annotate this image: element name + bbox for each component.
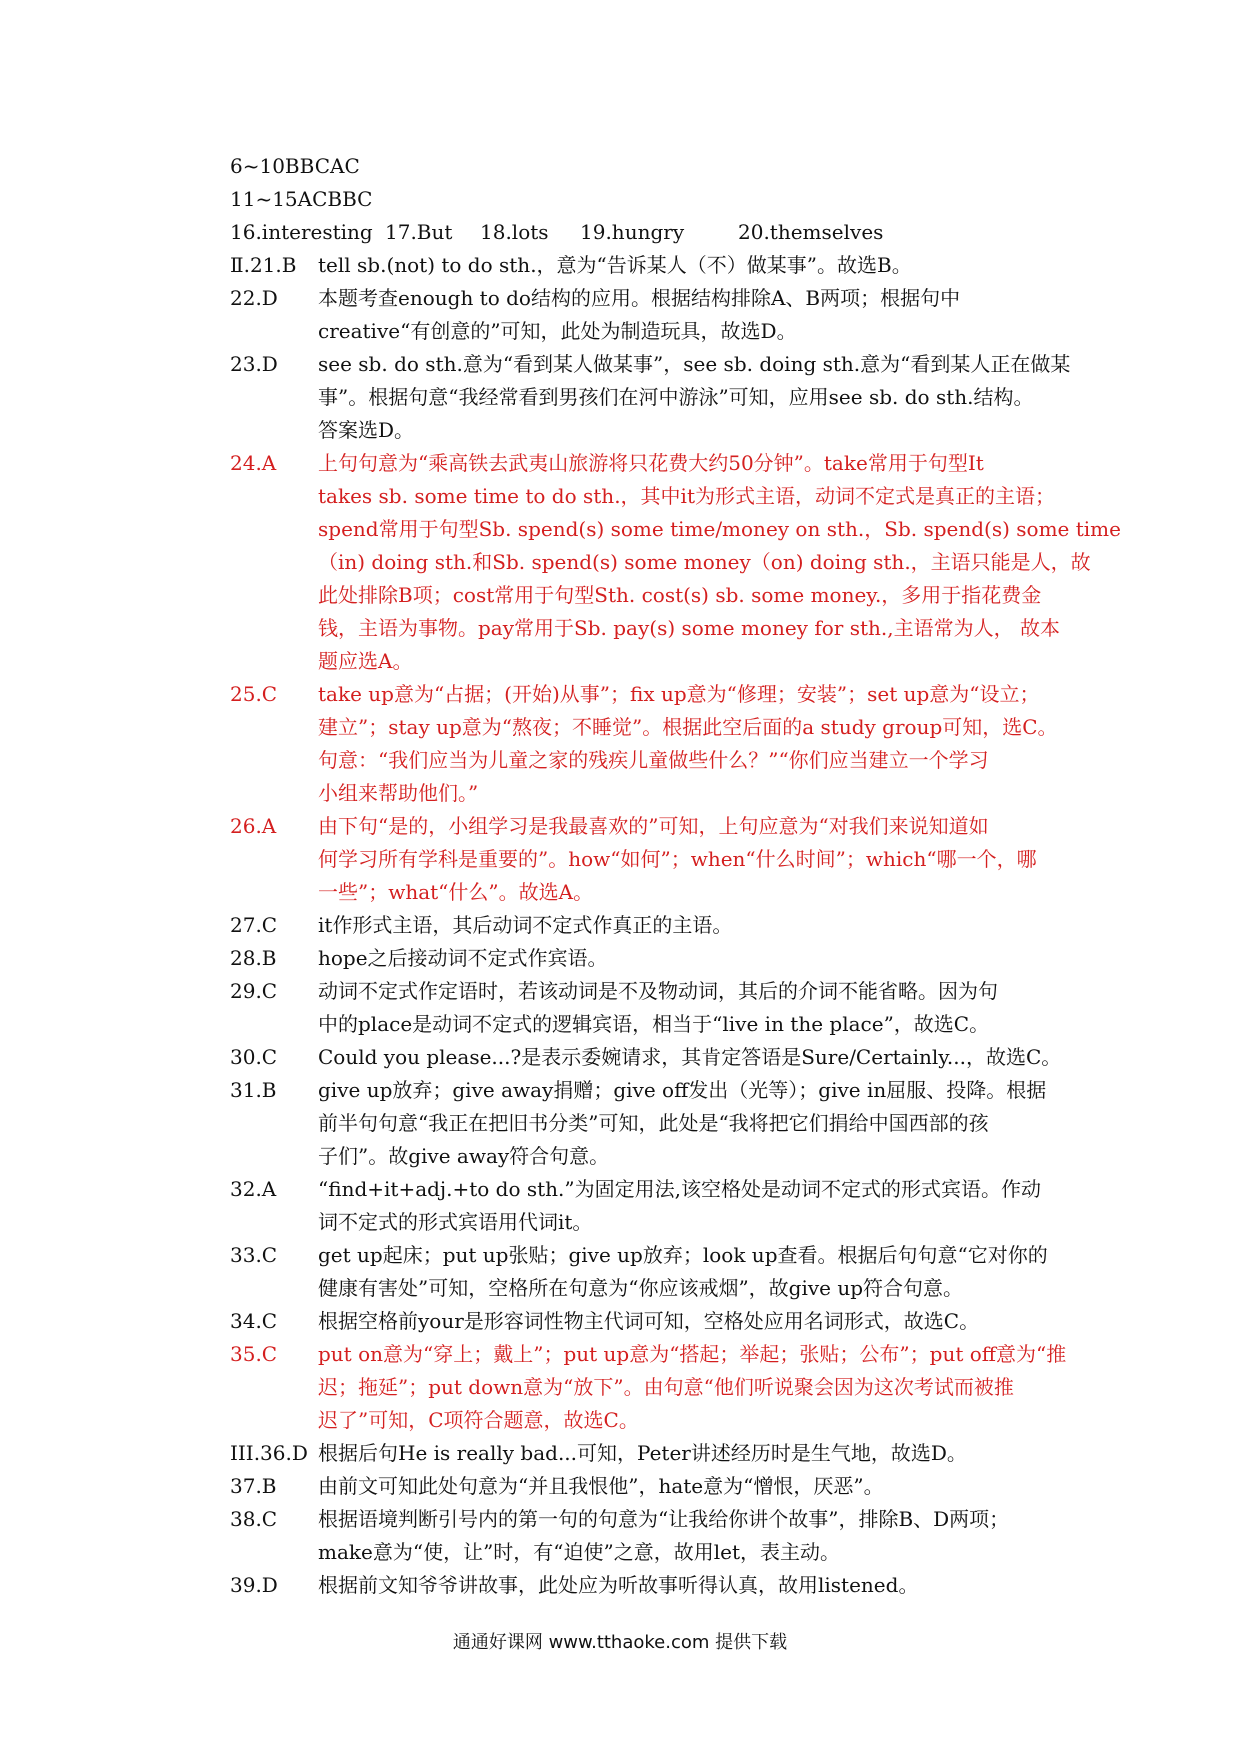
blank-answer-17: 17.But xyxy=(385,220,453,244)
item-explanation xyxy=(318,909,1060,942)
explanation-line: give up放弃；give away捐赠；give off发出（光等）；give in屈服、投降。根据 xyxy=(318,1078,1047,1102)
explanation-item xyxy=(230,1437,1060,1470)
answer-key xyxy=(230,150,1121,1602)
item-explanation xyxy=(318,447,1121,678)
blank-answer-18: 18.lots xyxy=(480,220,549,244)
explanation-line: 上句句意为“乘高铁去武夷山旅游将只花费大约50分钟”。take常用于句型It xyxy=(318,451,984,475)
explanation-item xyxy=(230,348,1071,447)
explanation-item xyxy=(230,447,1121,678)
explanation-line: 本题考查enough to do结构的应用。根据结构排除A、B两项；根据句中 xyxy=(318,286,961,310)
blank-answer-19: 19.hungry xyxy=(580,220,685,244)
item-explanation xyxy=(318,282,1060,348)
explanation-item xyxy=(230,1239,1060,1305)
explanation-line: take up意为“占据；(开始)从事”；fix up意为“修理；安装”；set up意为“设立； xyxy=(318,682,1040,706)
explanation-line: 钱，主语为事物。pay常用于Sb. pay(s) some money for sth.,主语常为人， 故本 xyxy=(318,616,1060,640)
explanation-line: 迟；拖延”；put down意为“放下”。由句意“他们听说聚会因为这次考试而被推 xyxy=(318,1375,1014,1399)
item-explanation xyxy=(318,678,1060,810)
explanation-item xyxy=(230,1305,1060,1338)
explanation-line: 健康有害处”可知，空格所在句意为“你应该戒烟”，故give up符合句意。 xyxy=(318,1276,964,1300)
item-number: 35.C xyxy=(230,1342,278,1366)
explanation-line: 题应选A。 xyxy=(318,649,413,673)
item-explanation xyxy=(318,942,1060,975)
item-number: 23.D xyxy=(230,352,278,376)
explanation-line: put on意为“穿上；戴上”；put up意为“搭起；举起；张贴；公布”；put off意为“推 xyxy=(318,1342,1067,1366)
explanation-line: 一些”；what“什么”。故选A。 xyxy=(318,880,594,904)
explanation-item xyxy=(230,1041,1060,1074)
explanation-line: 子们”。故give away符合句意。 xyxy=(318,1144,610,1168)
explanation-list xyxy=(230,249,1121,1602)
explanation-line: 由前文可知此处句意为“并且我恨他”，hate意为“憎恨，厌恶”。 xyxy=(318,1474,884,1498)
explanation-line: 事”。根据句意“我经常看到男孩们在河中游泳”可知，应用see sb. do sth.结构。 xyxy=(318,385,1034,409)
answer-line-6-10: 6~10BBCAC xyxy=(230,154,360,178)
explanation-line: Could you please...?是表示委婉请求，其肯定答语是Sure/Certainly...，故选C。 xyxy=(318,1045,1062,1069)
blank-answer-20: 20.themselves xyxy=(738,220,884,244)
explanation-line: see sb. do sth.意为“看到某人做某事”，see sb. doing sth.意为“看到某人正在做某 xyxy=(318,352,1071,376)
explanation-line: 根据空格前your是形容词性物主代词可知，空格处应用名词形式，故选C。 xyxy=(318,1309,980,1333)
item-explanation xyxy=(318,1305,1060,1338)
item-number: 38.C xyxy=(230,1507,278,1531)
item-explanation xyxy=(318,1239,1060,1305)
item-number: 22.D xyxy=(230,286,278,310)
explanation-line: 句意：“我们应当为儿童之家的残疾儿童做些什么？”“你们应当建立一个学习 xyxy=(318,748,989,772)
explanation-line: get up起床；put up张贴；give up放弃；look up查看。根据后句句意“它对你的 xyxy=(318,1243,1048,1267)
explanation-line: make意为“使，让”时，有“迫使”之意，故用let，表主动。 xyxy=(318,1540,841,1564)
item-explanation xyxy=(318,1503,1060,1569)
explanation-line: “find+it+adj.+to do sth.”为固定用法,该空格处是动词不定式的形式宾语。作动 xyxy=(318,1177,1041,1201)
item-explanation xyxy=(318,1437,1060,1470)
item-number: 26.A xyxy=(230,814,277,838)
explanation-line: 词不定式的形式宾语用代词it。 xyxy=(318,1210,593,1234)
explanation-line: 根据语境判断引号内的第一句的句意为“让我给你讲个故事”，排除B、D两项； xyxy=(318,1507,1010,1531)
item-number: 24.A xyxy=(230,451,277,475)
explanation-item xyxy=(230,975,1060,1041)
explanation-item xyxy=(230,1503,1060,1569)
explanation-line: 小组来帮助他们。” xyxy=(318,781,479,805)
item-number: 33.C xyxy=(230,1243,278,1267)
item-explanation xyxy=(318,1470,1060,1503)
explanation-line: 根据后句He is really bad...可知，Peter讲述经历时是生气地，故选D。 xyxy=(318,1441,967,1465)
item-number: III.36.D xyxy=(230,1441,308,1465)
explanation-line: 根据前文知爷爷讲故事，此处应为听故事听得认真，故用listened。 xyxy=(318,1573,919,1597)
answer-line-11-15: 11~15ACBBC xyxy=(230,187,373,211)
item-number: 31.B xyxy=(230,1078,277,1102)
item-explanation xyxy=(318,1074,1060,1173)
item-explanation xyxy=(318,1338,1066,1437)
explanation-line: 此处排除B项；cost常用于句型Sth. cost(s) sb. some money.，多用于指花费金 xyxy=(318,583,1042,607)
item-explanation xyxy=(318,1173,1060,1239)
item-explanation xyxy=(318,249,1060,282)
explanation-line: hope之后接动词不定式作宾语。 xyxy=(318,946,608,970)
item-explanation xyxy=(318,810,1060,909)
explanation-item xyxy=(230,1569,1060,1602)
item-explanation xyxy=(318,975,1060,1041)
item-number: 28.B xyxy=(230,946,277,970)
item-number: 27.C xyxy=(230,913,278,937)
explanation-item xyxy=(230,942,1060,975)
blank-answers xyxy=(230,216,1060,249)
item-explanation xyxy=(318,1569,1060,1602)
explanation-line: 前半句句意“我正在把旧书分类”可知，此处是“我将把它们捐给中国西部的孩 xyxy=(318,1111,989,1135)
explanation-item xyxy=(230,1338,1067,1437)
item-number: 29.C xyxy=(230,979,278,1003)
item-explanation xyxy=(318,1041,1061,1074)
explanation-item xyxy=(230,678,1060,810)
explanation-line: it作形式主语，其后动词不定式作真正的主语。 xyxy=(318,913,733,937)
explanation-item xyxy=(230,282,1060,348)
explanation-item xyxy=(230,1470,1060,1503)
explanation-line: 由下句“是的，小组学习是我最喜欢的”可知，上句应意为“对我们来说知道如 xyxy=(318,814,989,838)
explanation-item xyxy=(230,810,1060,909)
explanation-line: tell sb.(not) to do sth.，意为“告诉某人（不）做某事”。故选B。 xyxy=(318,253,912,277)
item-number: 25.C xyxy=(230,682,278,706)
explanation-line: 建立”；stay up意为“熬夜；不睡觉”。根据此空后面的a study group可知，选C。 xyxy=(318,715,1058,739)
explanation-line: （in) doing sth.和Sb. spend(s) some money（on) doing sth.，主语只能是人，故 xyxy=(318,550,1091,574)
explanation-line: 迟了”可知，C项符合题意，故选C。 xyxy=(318,1408,639,1432)
explanation-item xyxy=(230,1074,1060,1173)
explanation-line: 答案选D。 xyxy=(318,418,415,442)
explanation-line: creative“有创意的”可知，此处为制造玩具，故选D。 xyxy=(318,319,797,343)
explanation-line: 中的place是动词不定式的逻辑宾语，相当于“live in the place”，故选C。 xyxy=(318,1012,990,1036)
item-number: 39.D xyxy=(230,1573,278,1597)
item-number: 32.A xyxy=(230,1177,277,1201)
explanation-line: 何学习所有学科是重要的”。how“如何”；when“什么时间”；which“哪一个，哪 xyxy=(318,847,1037,871)
explanation-item xyxy=(230,1173,1060,1239)
footer-credit: 通通好课网 www.tthaoke.com 提供下载 xyxy=(452,1632,788,1653)
item-number: 30.C xyxy=(230,1045,278,1069)
item-number: Ⅱ.21.B xyxy=(230,253,297,277)
item-number: 37.B xyxy=(230,1474,277,1498)
explanation-line: spend常用于句型Sb. spend(s) some time/money on sth.，Sb. spend(s) some time xyxy=(318,517,1121,541)
explanation-line: 动词不定式作定语时，若该动词是不及物动词，其后的介词不能省略。因为句 xyxy=(318,979,998,1003)
item-explanation xyxy=(318,348,1070,447)
explanation-item xyxy=(230,249,1060,282)
blank-answer-16: 16.interesting xyxy=(230,220,373,244)
explanation-item xyxy=(230,909,1060,942)
explanation-line: takes sb. some time to do sth.，其中it为形式主语，动词不定式是真正的主语； xyxy=(318,484,1055,508)
item-number: 34.C xyxy=(230,1309,278,1333)
